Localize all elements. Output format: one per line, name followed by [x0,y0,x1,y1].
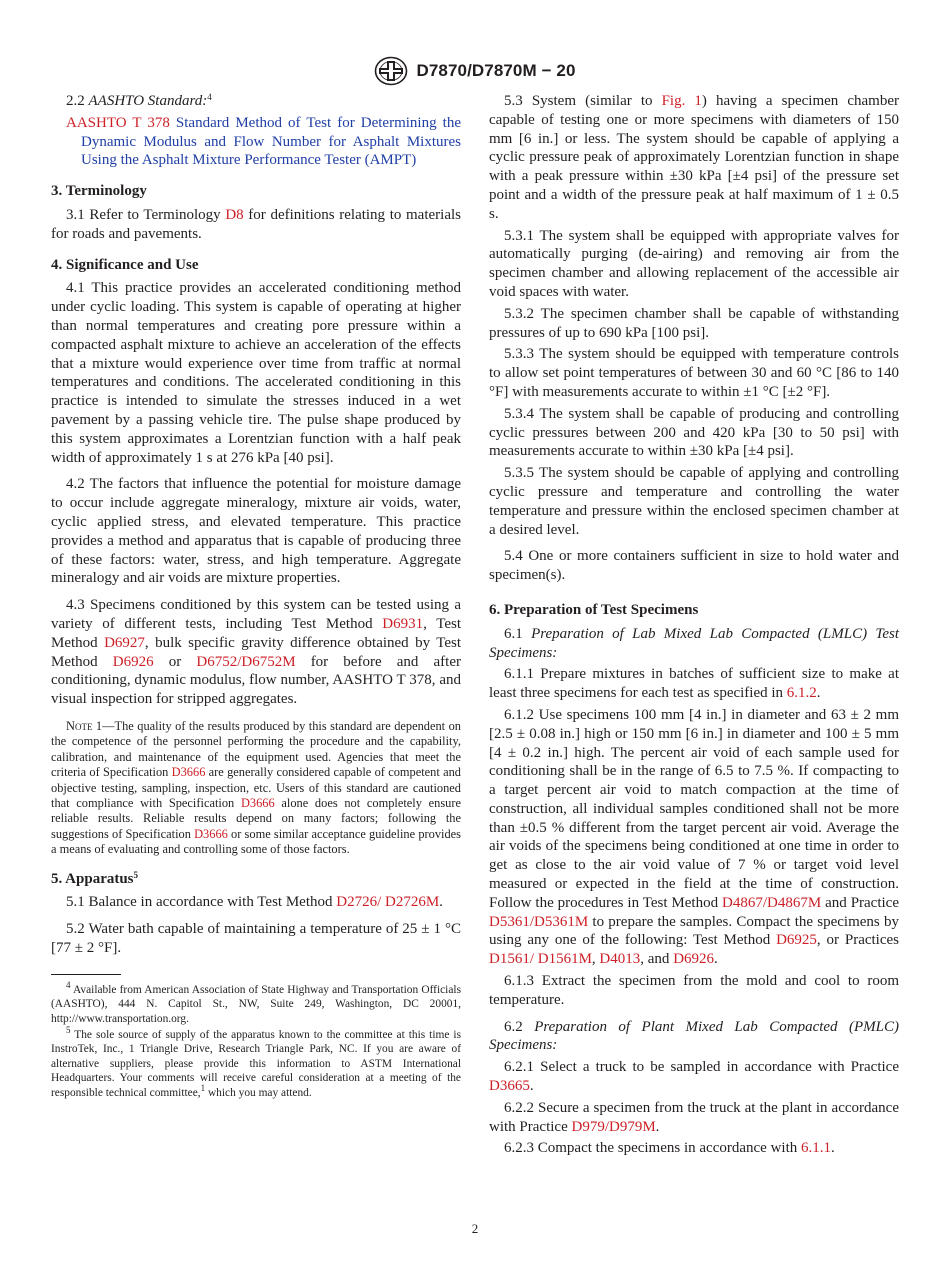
note-1: Note 1—The quality of the results produced by this standard are dependent on the competence of the personnel performing the procedure and the capability, calibration, and maintenance of the equipment used. Agencies that meet the criteria of Specification D3666 are generally considered capable of competent and objective testing, sampling, inspection, etc. Users of this standard are cautioned that compliance with Specification D3666 alone does not completely ensure reliable results. Reliable results depend on many factors; following the suggestions of Specification D3666 or some similar acceptance guideline provides a means of evaluating and controlling some of those factors. [51,718,461,857]
section-4-2: 4.2 The factors that influence the potential for moisture damage to occur include aggregate mineralogy, mixture air voids, water, cyclic applied stress, and elevated temperature. This practice provides a method and apparatus that is capable of producing three of these factors: water, stress, and high temperature. Aggregate mineralogy and air voids are mixture properties. [51,476,461,587]
section-5-4: 5.4 One or more containers sufficient in size to hold water and specimen(s). [489,548,899,584]
d4013-link[interactable]: D4013 [599,951,641,968]
d6931-link[interactable]: D6931 [382,615,424,632]
section-2-2: 2.2 AASHTO Standard:$^4$ [66,92,212,109]
d6926-link[interactable]: D6926 [112,653,154,670]
page-number: 2 [471,1221,479,1236]
section-6-1-1-link[interactable]: 6.1.1 [801,1140,831,1157]
d6926-link[interactable]: D6926 [673,951,715,968]
d6752-link[interactable]: D6752/D6752M [196,653,296,670]
d3666-link[interactable]: D3666 [194,826,228,841]
section-6-1: 6.1 Preparation of Lab Mixed Lab Compacted (LMLC) Test Specimens: [489,625,900,661]
section-6-2-3: 6.2.3 Compact the specimens in accordance with 6.1.1. [504,1140,835,1157]
page-header [0,56,950,91]
d8-link[interactable]: D8 [225,206,244,223]
aashto-title-link[interactable]: Standard Method of Test for Determining the Dynamic Modulus and Flow Number for Asphalt Mixtures Using the Asphalt Mixture Performance Tester (AMPT) [81,114,461,169]
section-4-3: 4.3 Specimens conditioned by this system can be tested using a variety of different tests, including Test Method D6931, Test Method D6927, bulk specific gravity difference obtained by Test Method D6926 or D6752/D6752M for before and after conditioning, dynamic modulus, flow number, AASHTO T 378, and visual inspection for stripped aggregates. [51,597,461,708]
section-6-2: 6.2 Preparation of Plant Mixed Lab Compacted (PMLC) Specimens: [489,1018,899,1054]
d1561-link[interactable]: D1561/ D1561M [489,951,592,968]
section-5-3-2: 5.3.2 The specimen chamber shall be capable of withstanding pressures of up to 690 kPa [100 psi]. [489,305,899,341]
section-5-3-4: 5.3.4 The system shall be capable of producing and controlling cyclic pressures between 200 and 420 kPa [30 to 50 psi] with measurements accurate to within ±30 kPa [±4 psi]. [489,405,899,460]
section-5-2: 5.2 Water bath capable of maintaining a temperature of 25 ± 1 °C [77 ± 2 °F]. [51,921,461,956]
d6925-link[interactable]: D6925 [776,932,817,949]
section-6-2-1: 6.2.1 Select a truck to be sampled in accordance with Practice D3665. [489,1059,899,1095]
d3666-link[interactable]: D3666 [240,795,275,810]
section-5-3-1: 5.3.1 The system shall be equipped with appropriate valves for automatically purging (de-airing) and removing air from the specimen chamber and allowing replacement of the accessible air void spaces with water. [489,227,899,300]
footnote-5: $^5$ The sole source of supply of the apparatus known to the committee at this time is InstroTek, Inc., 1 Triangle Drive, Research Triangle Park, NC. If you are aware of alternative suppliers, please provide this information to ASTM International Headquarters. Your comments will receive careful consideration at a meeting of the responsible technical committee,$^1$ which you may attend. [51,1024,461,1099]
section-6-2-2: 6.2.2 Secure a specimen from the truck at the plant in accordance with Practice D979/D979M. [489,1099,899,1135]
section-5-1: 5.1 Balance in accordance with Test Method D2726/ D2726M. [66,894,443,911]
section-6-1-2-link[interactable]: 6.1.2 [786,685,817,702]
section-4-1: 4.1 This practice provides an accelerated conditioning method under cyclic loading. This system is capable of operating at higher than normal temperatures and creating pore pressure within a compacted asphalt mixture to achieve an acceleration of the effects that a mixture would experience over time from traffic at normal temperatures and conditions. The accelerated conditioning in this practice is intended to simulate the stresses induced in a wet pavement by a passing vehicle tire. The pulse shape produced by this system approximates a Lorentzian function with a half peak width of approximately 1 s at 276 kPa [40 psi]. [51,280,461,466]
section-4-heading: 4. Significance and Use [51,256,199,273]
astm-logo-icon [374,56,408,86]
d3665-link[interactable]: D3665 [489,1078,530,1095]
section-5-3-3: 5.3.3 The system should be equipped with temperature controls to allow set point temperatures of between 30 and 60 °C [86 to 140 °F] with measurements accurate to within ±1 °C [±2 °F]. [489,346,899,400]
section-6-heading: 6. Preparation of Test Specimens [489,601,699,618]
aashto-t378-link[interactable]: AASHTO T 378 [66,114,170,131]
d6927-link[interactable]: D6927 [104,634,145,651]
d2726-link[interactable]: D2726/ D2726M [336,894,440,911]
right-column [489,92,899,1161]
document-id: D7870/D7870M − 20 [416,61,576,80]
d5361-link[interactable]: D5361/D5361M [489,913,589,930]
left-column [51,92,461,1102]
footnote-4: $^4$ Available from American Association of State Highway and Transportation Officials (AASHTO), 444 N. Capitol St., NW, Suite 249, Washington, DC 20001, http://www.transportation.org. [51,979,461,1025]
section-6-1-3: 6.1.3 Extract the specimen from the mold and cool to room temperature. [489,973,899,1008]
section-5-3-5: 5.3.5 The system should be capable of applying and controlling cyclic pressure and temperature and controlling the water temperature and pressure within the enclosed specimen chamber at a desired level. [489,465,899,538]
d3666-link[interactable]: D3666 [171,765,206,780]
aashto-reference [51,114,461,170]
section-3-heading: 3. Terminology [51,183,147,200]
d4867-link[interactable]: D4867/D4867M [722,894,822,911]
footnote-divider [51,974,121,975]
section-5-heading: 5. Apparatus$^5$ [51,869,139,887]
section-6-1-2: 6.1.2 Use specimens 100 mm [4 in.] in diameter and 63 ± 2 mm [2.5 ± 0.08 in.] high or 150 mm [6 in.] in diameter and 100 ± 5 mm [4 ± 0.2 in.] high. The percent air void of each sample used for conditioning shall be in the range of 6.5 to 7.5 %. If compacting to a target percent air void to match compaction at the time of construction, all individual samples conditioned shall not be more than ±0.5 % different from the target percent air void. Average the air voids of the specimens being conditioned at one time in order to get as close to the air void value of 7 % or target void level measured or expected in the field at the time of construction. Follow the procedures in Test Method D4867/D4867M and Practice D5361/D5361M to prepare the samples. Compact the specimens by using any one of the following: Test Method D6925, or Practices D1561/ D1561M, D4013, and D6926. [489,706,899,968]
fig-1-link[interactable]: Fig. 1 [661,93,702,109]
section-3-1: 3.1 Refer to Terminology D8 for definitions relating to materials for roads and pavements. [51,206,461,242]
section-5-3: 5.3 System (similar to Fig. 1) having a specimen chamber capable of testing one or more specimens with diameters of 150 mm [6 in.] or less. The system should be capable of applying a cyclic pressure peak of approximately Lorentzian function in shape with a peak pressure within ±30 kPa [±4 psi] of the pressure set point and a width of the pressure peak at half maximum of 1 ± 0.5 s. [489,93,900,222]
section-6-1-1: 6.1.1 Prepare mixtures in batches of sufficient size to make at least three specimens for each test as specified in 6.1.2. [489,666,899,702]
d979-link[interactable]: D979/D979M [571,1118,656,1135]
